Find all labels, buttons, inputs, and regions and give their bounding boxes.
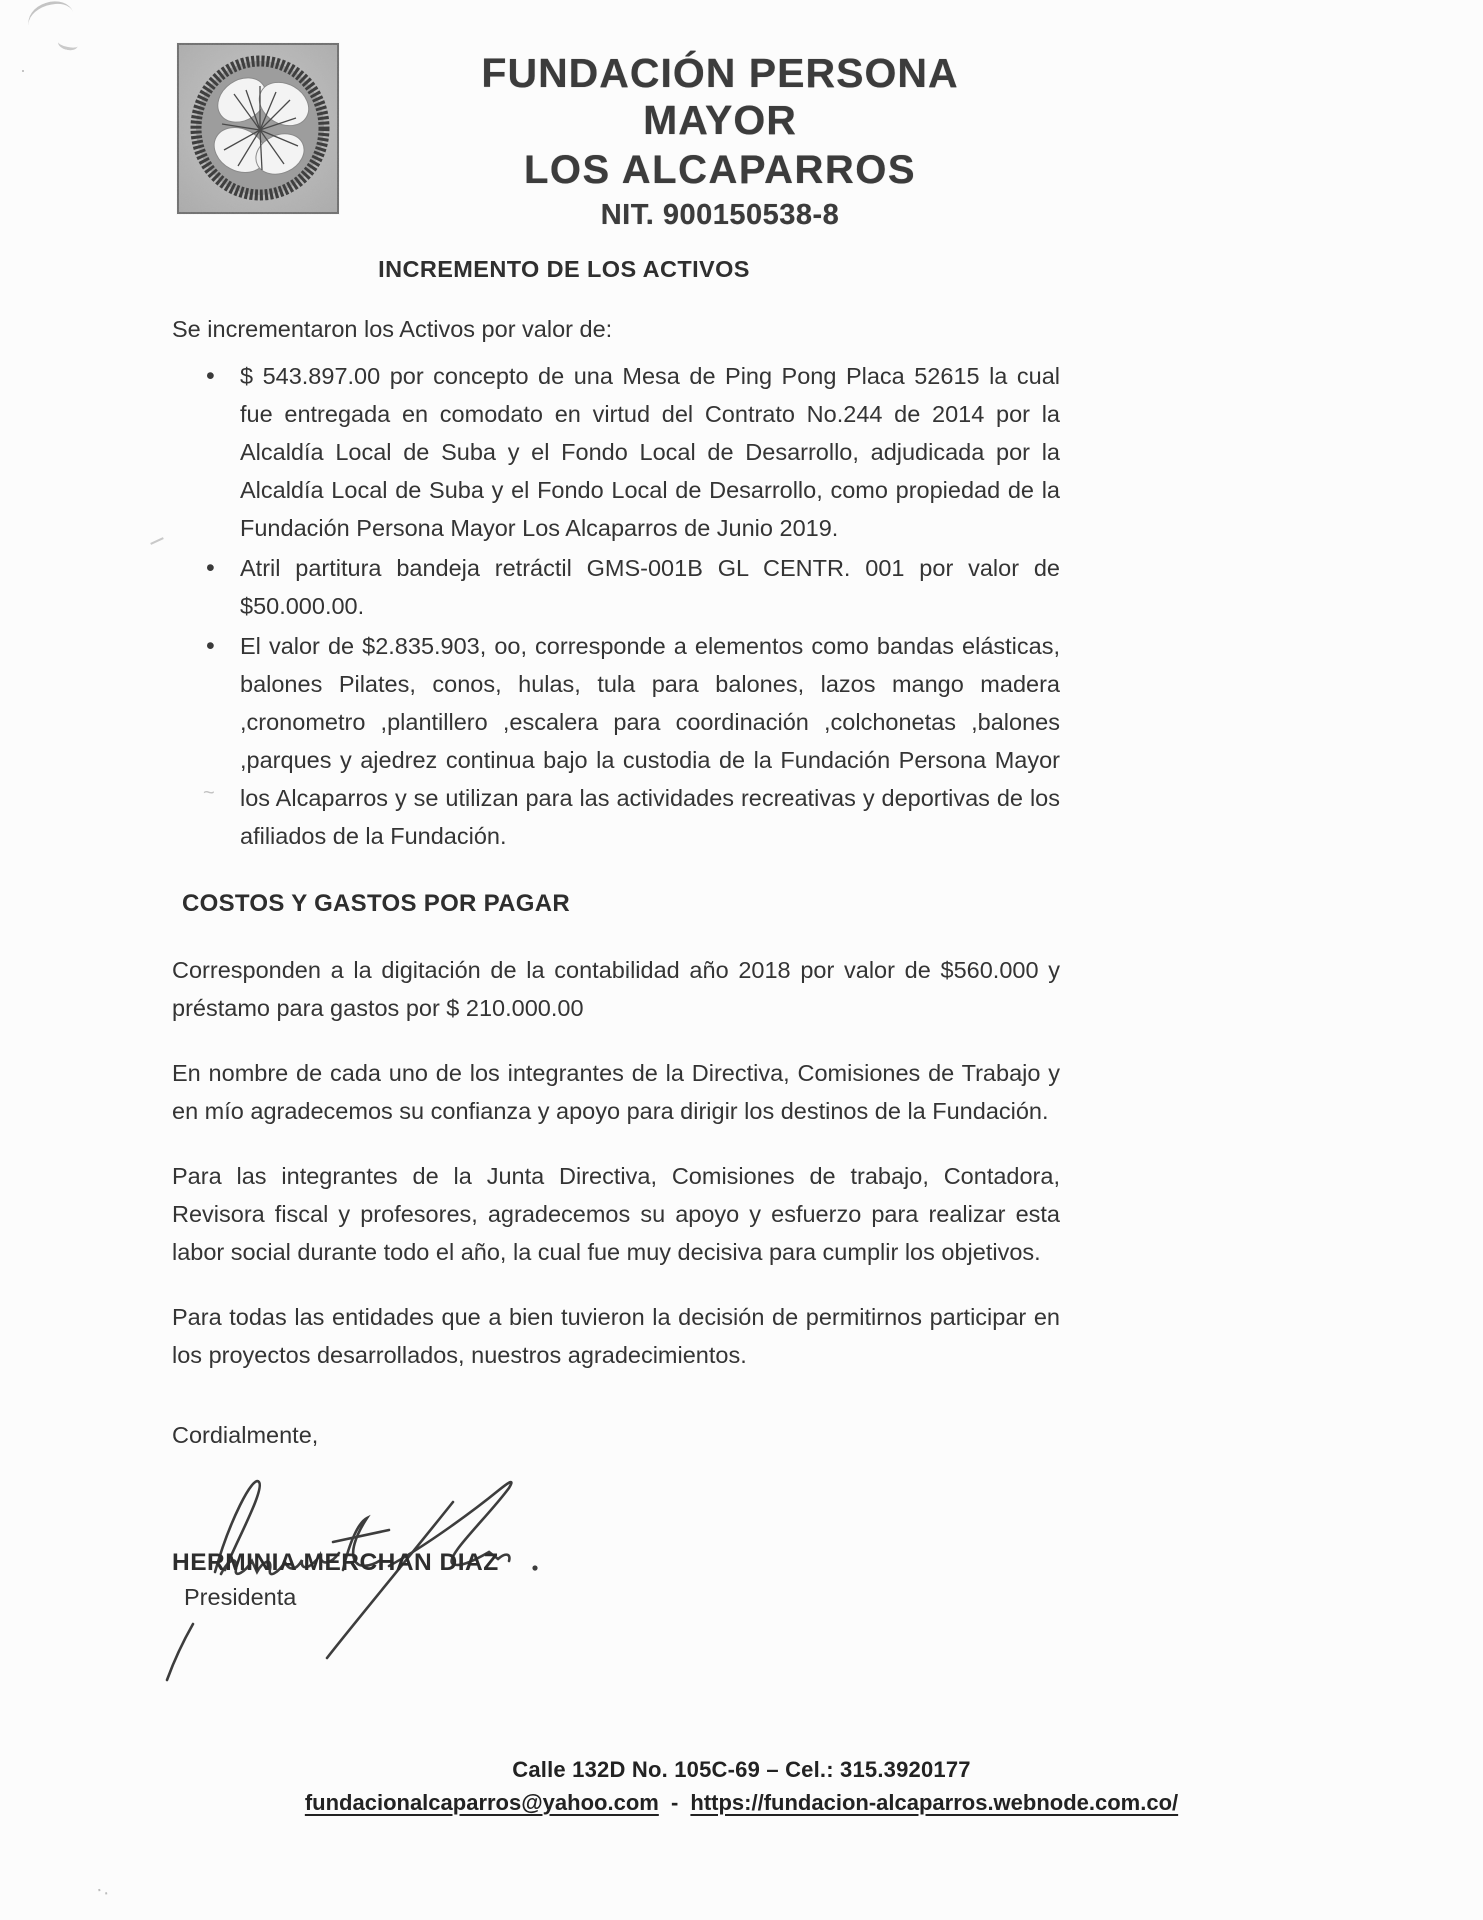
paragraph-costos: Corresponden a la digitación de la contabilidad año 2018 por valor de $560.000 y préstamo para gastos por $ 210.000.00 — [172, 957, 1060, 1021]
section-title-incremento: INCREMENTO DE LOS ACTIVOS — [378, 256, 750, 282]
footer-separator: - — [670, 1790, 679, 1815]
org-name-line2: LOS ALCAPARROS — [523, 148, 917, 192]
scan-smudge — [57, 36, 79, 52]
signature-block — [172, 1466, 1060, 1696]
paragraph-agradecimiento-entidades: Para todas las entidades que a bien tuvieron la decisión de permitirnos participar en los proyectos desarrollados, nuestros agradecimientos. — [172, 1304, 1060, 1368]
footer-contacts — [0, 1790, 1483, 1816]
scan-smudge: · — [20, 60, 26, 80]
bullet-elementos-deportivos: • El valor de $2.835.903, oo, corresponde a elementos como bandas elásticas, balones Pilates, conos, hulas, tula para balones, lazos mango madera ,cronometro ,plantillero ,escalera para coordinación ,colchonetas ,balones ,parques y ajedrez continua bajo la custodia de la Fundación Persona Mayor los Alcaparros y se utilizan para las actividades recreativas y deportivas de los afiliados de la Fundación. — [240, 627, 1060, 855]
scan-smudge — [150, 537, 164, 545]
org-name-line1: FUNDACIÓN PERSONA MAYOR — [481, 50, 959, 143]
flower-seal-icon — [176, 42, 340, 215]
footer-email: fundacionalcaparros@yahoo.com — [304, 1790, 659, 1815]
footer-address: Calle 132D No. 105C-69 – Cel.: 315.3920177 — [512, 1757, 971, 1782]
section-title-costos: COSTOS Y GASTOS POR PAGAR — [182, 890, 571, 917]
org-nit: NIT. 900150538-8 — [600, 199, 840, 231]
paragraph-agradecimiento-junta: Para las integrantes de la Junta Directiva, Comisiones de trabajo, Contadora, Revisora fiscal y profesores, agradecemos su apoyo y esfuerzo para realizar esta labor social durante todo el año, la cual fue muy decisiva para cumplir los objetivos. — [172, 1163, 1060, 1265]
signatory-name: HERMINIA MERCHAN DIAZ — [172, 1549, 499, 1576]
signatory-title: Presidenta — [184, 1584, 297, 1610]
intro-line: Se incrementaron los Activos por valor de: — [172, 316, 613, 342]
footer-website: https://fundacion-alcaparros.webnode.com.co/ — [690, 1790, 1179, 1815]
bullet-atril-partitura: • Atril partitura bandeja retráctil GMS-001B GL CENTR. 001 por valor de $50.000.00. — [240, 549, 1060, 625]
letterhead — [400, 50, 1040, 232]
letter-body — [172, 250, 1060, 1696]
paragraph-agradecimiento-directiva: En nombre de cada uno de los integrantes de la Directiva, Comisiones de Trabajo y en mío agradecemos su confianza y apoyo para dirigir los destinos de la Fundación. — [172, 1060, 1060, 1124]
scan-smudge: ~ — [203, 782, 215, 804]
org-logo — [176, 42, 340, 215]
scan-smudge — [24, 0, 78, 42]
letter-footer — [0, 1757, 1483, 1816]
closing-salutation: Cordialmente, — [172, 1422, 319, 1448]
bullet-mesa-ping-pong: • $ 543.897.00 por concepto de una Mesa de Ping Pong Placa 52615 la cual fue entregada en comodato en virtud del Contrato No.244 de 2014 por la Alcaldía Local de Suba y el Fondo Local de Desarrollo, adjudicada por la Alcaldía Local de Suba y el Fondo Local de Desarrollo, como propiedad de la Fundación Persona Mayor Los Alcaparros de Junio 2019. — [240, 357, 1060, 547]
assets-bullet-list — [172, 357, 1060, 855]
scan-smudge: ·. — [94, 1877, 110, 1901]
